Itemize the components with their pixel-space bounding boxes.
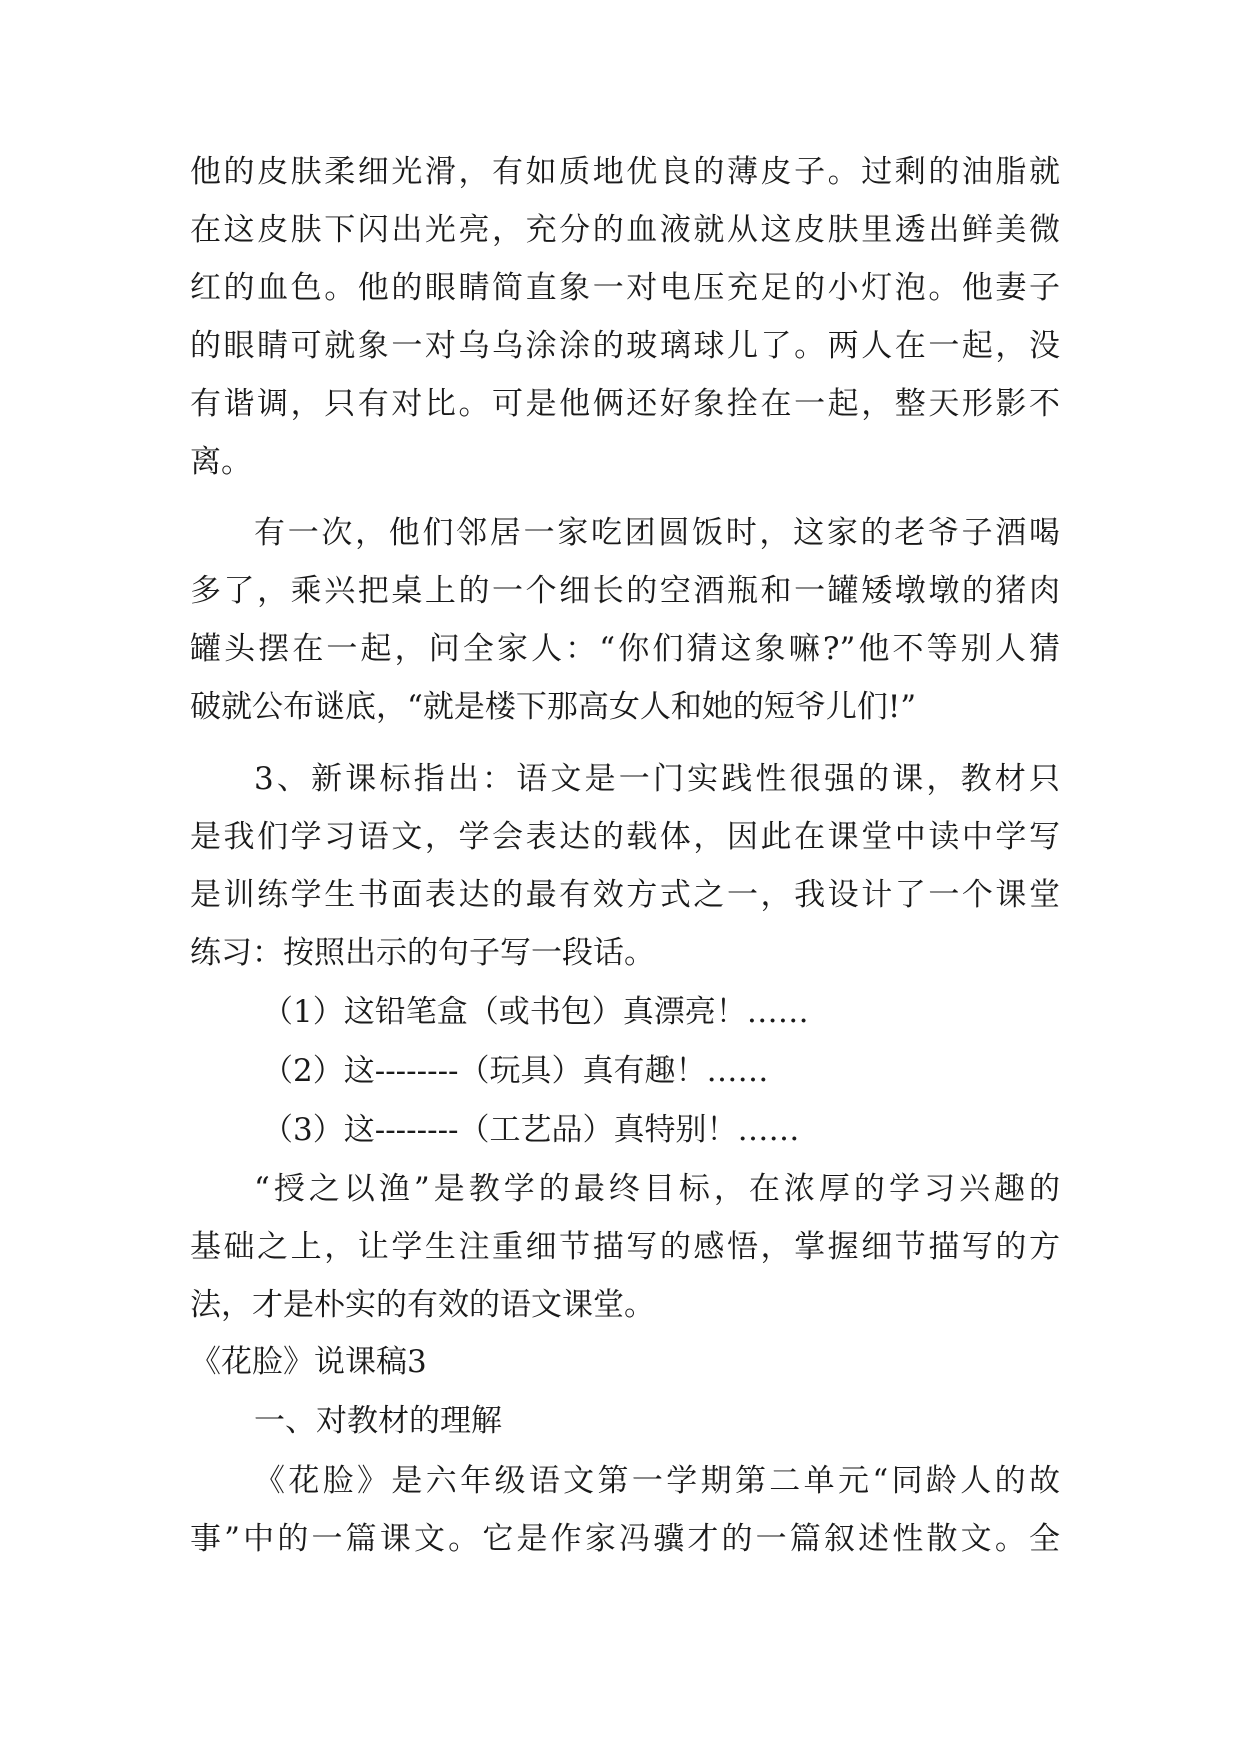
exercise-item: （1）这铅笔盒（或书包）真漂亮！…… — [262, 994, 809, 1030]
paragraph-line: 红的血色。他的眼睛简直象一对电压充足的小灯泡。他妻子 — [190, 270, 1060, 306]
exercise-item: （2）这--------（玩具）真有趣！…… — [262, 1053, 769, 1089]
exercise-item: （3）这--------（工艺品）真特别！…… — [262, 1112, 800, 1148]
paragraph-line: 在这皮肤下闪出光亮，充分的血液就从这皮肤里透出鲜美微 — [190, 212, 1060, 248]
paragraph-line: 有一次，他们邻居一家吃团圆饭时，这家的老爷子酒喝 — [254, 515, 1060, 551]
paragraph-line: 的眼睛可就象一对乌乌涂涂的玻璃球儿了。两人在一起，没 — [190, 328, 1060, 364]
paragraph-line: 是训练学生书面表达的最有效方式之一，我设计了一个课堂 — [190, 877, 1060, 913]
paragraph-line: 离。 — [190, 444, 252, 480]
paragraph-line: 基础之上，让学生注重细节描写的感悟，掌握细节描写的方 — [190, 1229, 1060, 1265]
paragraph-line: 《花脸》是六年级语文第一学期第二单元“同龄人的故 — [254, 1463, 1060, 1499]
paragraph-line: 破就公布谜底，“就是楼下那高女人和她的短爷儿们!” — [190, 689, 917, 725]
paragraph-line: “授之以渔”是教学的最终目标，在浓厚的学习兴趣的 — [254, 1171, 1060, 1207]
section-title: 《花脸》说课稿3 — [190, 1344, 427, 1380]
paragraph-line: 练习：按照出示的句子写一段话。 — [190, 935, 655, 971]
paragraph-line: 法，才是朴实的有效的语文课堂。 — [190, 1287, 655, 1323]
section-heading: 一、对教材的理解 — [254, 1403, 502, 1439]
paragraph-line: 3、新课标指出：语文是一门实践性很强的课，教材只 — [254, 761, 1060, 797]
paragraph-line: 有谐调，只有对比。可是他俩还好象拴在一起，整天形影不 — [190, 386, 1060, 422]
paragraph-line: 事”中的一篇课文。它是作家冯骥才的一篇叙述性散文。全 — [190, 1521, 1060, 1557]
paragraph-line: 他的皮肤柔细光滑，有如质地优良的薄皮子。过剩的油脂就 — [190, 154, 1060, 190]
paragraph-line: 是我们学习语文，学会表达的载体，因此在课堂中读中学写 — [190, 819, 1060, 855]
paragraph-line: 罐头摆在一起，问全家人：“你们猜这象嘛?”他不等别人猜 — [190, 631, 1060, 667]
paragraph-line: 多了，乘兴把桌上的一个细长的空酒瓶和一罐矮墩墩的猪肉 — [190, 573, 1060, 609]
